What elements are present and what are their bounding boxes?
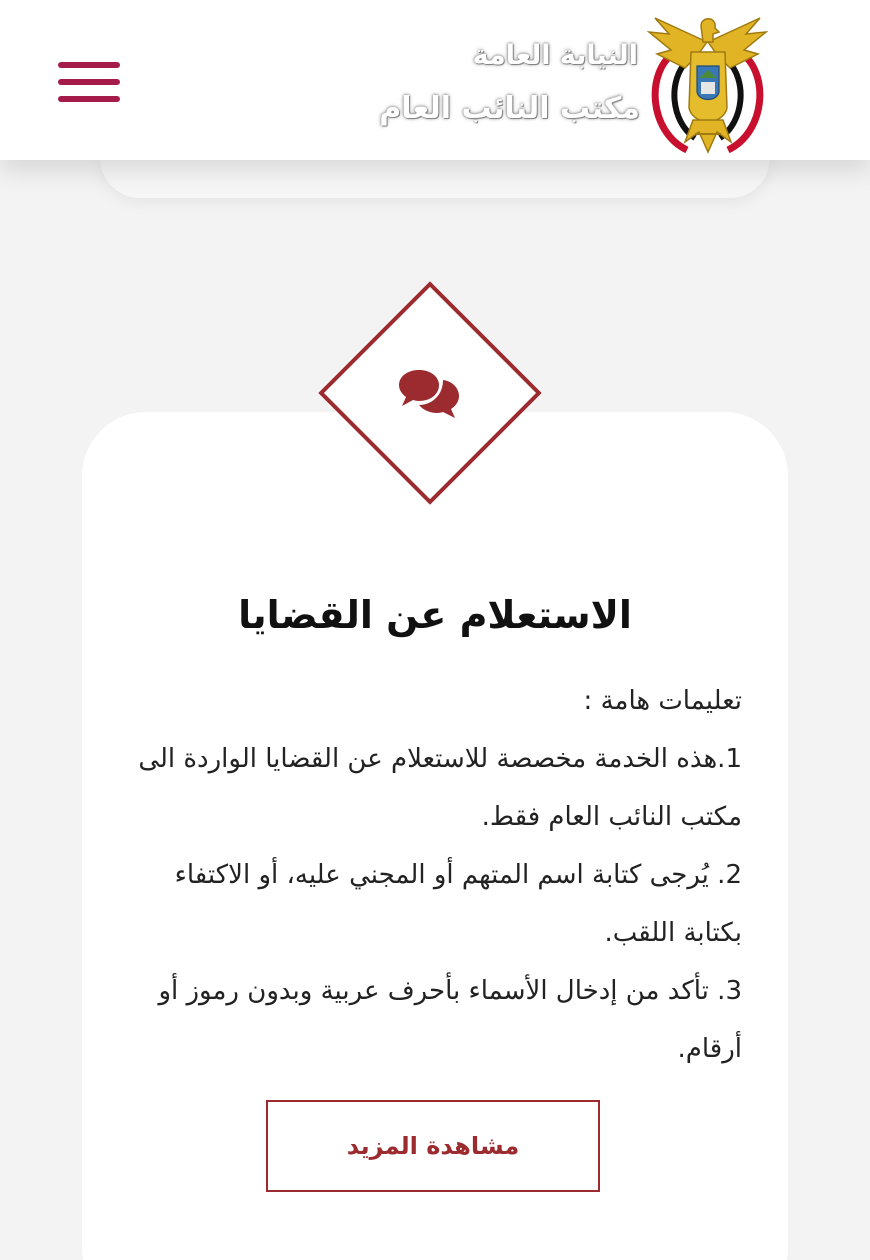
instructions-list (130, 672, 742, 1078)
brand-line-1: النيابة العامة (472, 40, 638, 71)
eagle-emblem-icon[interactable] (635, 12, 780, 162)
brand-logo-text[interactable] (379, 30, 640, 132)
menu-bar (58, 96, 120, 102)
hamburger-menu-icon[interactable] (58, 60, 120, 104)
instruction-item: 2. يُرجى كتابة اسم المتهم أو المجني عليه، أو الاكتفاء بكتابة اللقب. (174, 860, 742, 948)
instruction-item: 3. تأكد من إدخال الأسماء بأحرف عربية وبدون رموز أو أرقام. (158, 976, 742, 1064)
site-header (0, 0, 870, 160)
card-icon-badge (319, 282, 539, 502)
brand-line-2: مكتب النائب العام (379, 91, 640, 126)
instruction-item: 1.هذه الخدمة مخصصة للاستعلام عن القضايا الواردة الى مكتب النائب العام فقط. (138, 744, 742, 832)
view-more-button[interactable]: مشاهدة المزيد (266, 1100, 600, 1192)
instructions-heading: تعليمات هامة : (583, 686, 742, 716)
chat-bubbles-icon (397, 368, 461, 420)
page-title: الاستعلام عن القضايا (238, 593, 632, 638)
menu-bar (58, 79, 120, 85)
menu-bar (58, 62, 120, 68)
